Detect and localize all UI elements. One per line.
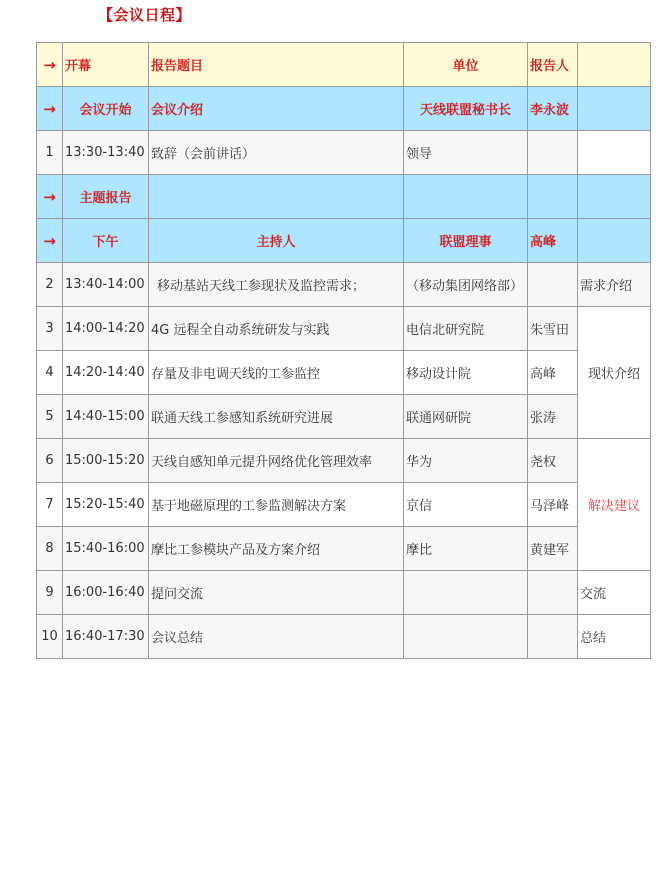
row-time: 15:00-15:20 bbox=[63, 439, 149, 483]
section-theme-label: 主题报告 bbox=[63, 175, 149, 219]
row-time: 13:30-13:40 bbox=[63, 131, 149, 175]
row-note: 交流 bbox=[578, 571, 651, 615]
row-unit: 华为 bbox=[404, 439, 528, 483]
header-unit: 单位 bbox=[404, 43, 528, 87]
row-time: 14:20-14:40 bbox=[63, 351, 149, 395]
row-index: 4 bbox=[37, 351, 63, 395]
row-time: 13:40-14:00 bbox=[63, 263, 149, 307]
row-speaker bbox=[528, 615, 578, 659]
row-index: 7 bbox=[37, 483, 63, 527]
row-speaker: 高峰 bbox=[528, 351, 578, 395]
row-topic: 提问交流 bbox=[149, 571, 404, 615]
row-speaker: 张涛 bbox=[528, 395, 578, 439]
row-index: 2 bbox=[37, 263, 63, 307]
row-topic: 会议总结 bbox=[149, 615, 404, 659]
table-row bbox=[37, 307, 651, 351]
row-note: 需求介绍 bbox=[578, 263, 651, 307]
row-topic: 存量及非电调天线的工参监控 bbox=[149, 351, 404, 395]
table-row bbox=[37, 571, 651, 615]
opening-speaker: 李永波 bbox=[528, 87, 578, 131]
header-note bbox=[578, 43, 651, 87]
host-unit: 联盟理事 bbox=[404, 219, 528, 263]
table-row bbox=[37, 351, 651, 395]
opening-label: 会议开始 bbox=[63, 87, 149, 131]
row-time: 15:20-15:40 bbox=[63, 483, 149, 527]
row-unit bbox=[404, 615, 528, 659]
row-topic: 摩比工参模块产品及方案介绍 bbox=[149, 527, 404, 571]
table-row bbox=[37, 131, 651, 175]
row-unit: （移动集团网络部） bbox=[404, 263, 528, 307]
row-topic: 致辞（会前讲话） bbox=[149, 131, 404, 175]
agenda-table bbox=[36, 42, 651, 659]
table-row bbox=[37, 483, 651, 527]
row-unit: 移动设计院 bbox=[404, 351, 528, 395]
row-time: 15:40-16:00 bbox=[63, 527, 149, 571]
status-note: 现状介绍 bbox=[578, 307, 651, 439]
header-opening: 开幕 bbox=[63, 43, 149, 87]
row-note bbox=[578, 131, 651, 175]
table-row bbox=[37, 527, 651, 571]
arrow-icon: → bbox=[37, 87, 63, 131]
table-row bbox=[37, 395, 651, 439]
row-unit: 领导 bbox=[404, 131, 528, 175]
row-speaker: 尧权 bbox=[528, 439, 578, 483]
row-time: 14:00-14:20 bbox=[63, 307, 149, 351]
arrow-icon: → bbox=[37, 175, 63, 219]
host-label: 主持人 bbox=[149, 219, 404, 263]
row-unit bbox=[404, 571, 528, 615]
opening-topic: 会议介绍 bbox=[149, 87, 404, 131]
section-theme-row bbox=[37, 175, 651, 219]
row-topic: 移动基站天线工参现状及监控需求； bbox=[149, 263, 404, 307]
row-time: 16:40-17:30 bbox=[63, 615, 149, 659]
page-title: 【会议日程】 bbox=[98, 6, 192, 24]
row-unit: 联通网研院 bbox=[404, 395, 528, 439]
table-row bbox=[37, 439, 651, 483]
opening-unit: 天线联盟秘书长 bbox=[404, 87, 528, 131]
host-name: 高峰 bbox=[528, 219, 578, 263]
row-speaker: 黄建军 bbox=[528, 527, 578, 571]
row-index: 6 bbox=[37, 439, 63, 483]
row-speaker: 马泽峰 bbox=[528, 483, 578, 527]
row-speaker: 朱雪田 bbox=[528, 307, 578, 351]
row-unit: 电信北研究院 bbox=[404, 307, 528, 351]
table-row bbox=[37, 615, 651, 659]
row-topic: 天线自感知单元提升网络优化管理效率 bbox=[149, 439, 404, 483]
row-time: 16:00-16:40 bbox=[63, 571, 149, 615]
row-speaker bbox=[528, 131, 578, 175]
row-index: 5 bbox=[37, 395, 63, 439]
row-topic: 4G 远程全自动系统研发与实践 bbox=[149, 307, 404, 351]
row-topic: 基于地磁原理的工参监测解决方案 bbox=[149, 483, 404, 527]
opening-note bbox=[578, 87, 651, 131]
row-speaker bbox=[528, 263, 578, 307]
row-index: 9 bbox=[37, 571, 63, 615]
header-topic: 报告题目 bbox=[149, 43, 404, 87]
row-topic: 联通天线工参感知系统研究进展 bbox=[149, 395, 404, 439]
row-time: 14:40-15:00 bbox=[63, 395, 149, 439]
table-header-row bbox=[37, 43, 651, 87]
row-unit: 京信 bbox=[404, 483, 528, 527]
row-index: 10 bbox=[37, 615, 63, 659]
row-index: 3 bbox=[37, 307, 63, 351]
row-note: 总结 bbox=[578, 615, 651, 659]
arrow-icon: → bbox=[37, 219, 63, 263]
row-unit: 摩比 bbox=[404, 527, 528, 571]
header-speaker: 报告人 bbox=[528, 43, 578, 87]
afternoon-label: 下午 bbox=[63, 219, 149, 263]
section-afternoon-row bbox=[37, 219, 651, 263]
arrow-icon: → bbox=[37, 43, 63, 87]
table-row bbox=[37, 263, 651, 307]
row-speaker bbox=[528, 571, 578, 615]
solutions-note: 解决建议 bbox=[578, 439, 651, 571]
row-index: 1 bbox=[37, 131, 63, 175]
row-index: 8 bbox=[37, 527, 63, 571]
opening-row bbox=[37, 87, 651, 131]
